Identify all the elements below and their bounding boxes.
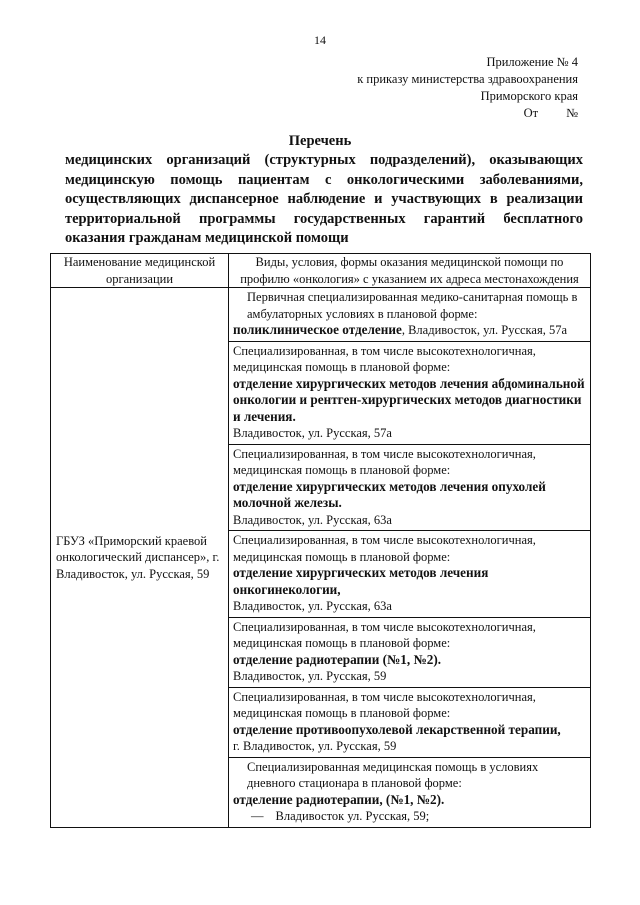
organizations-table <box>50 253 591 828</box>
appendix-line-2: к приказу министерства здравоохранения <box>357 72 578 86</box>
service-type: Специализированная, в том числе высокотехнологичная, медицинская помощь в плановой форме: <box>233 689 536 720</box>
service-type: Специализированная, в том числе высокотехнологичная, медицинская помощь в плановой форме: <box>233 619 536 650</box>
appendix-number-label: № <box>566 106 578 120</box>
service-unit: поликлиническое отделение <box>233 322 402 337</box>
service-unit: отделение хирургических методов лечения абдоминальной онкологии и рентген-хирургических методов диагностики и лечения. <box>233 375 585 424</box>
service-address: Владивосток, ул. Русская, 63а <box>233 599 392 613</box>
service-address: , Владивосток, ул. Русская, 57а <box>401 323 568 337</box>
service-cell <box>229 288 591 342</box>
service-type: Специализированная медицинская помощь в условиях дневного стационара в плановой форме: <box>247 759 539 790</box>
service-type: Специализированная, в том числе высокотехнологичная, медицинская помощь в плановой форме: <box>233 533 536 564</box>
service-address-line <box>233 808 586 825</box>
service-cell <box>229 757 591 827</box>
appendix-date-line <box>524 105 578 122</box>
appendix-date-label: От <box>523 106 539 120</box>
appendix-line-1: Приложение № 4 <box>486 55 578 69</box>
header-organization: Наименование медицинской организации <box>51 254 229 288</box>
table-header-row <box>51 254 591 288</box>
page-number: 14 <box>314 33 326 47</box>
organization-cell: ГБУЗ «Приморский краевой онкологический диспансер», г. Владивосток, ул. Русская, 59 <box>51 288 229 828</box>
service-unit: отделение противоопухолевой лекарственной терапии, <box>233 721 561 737</box>
service-type: Специализированная, в том числе высокотехнологичная, медицинская помощь в плановой форме: <box>233 343 536 374</box>
service-cell <box>229 617 591 687</box>
service-unit: отделение радиотерапии, (№1, №2). <box>233 791 445 807</box>
service-unit: отделение радиотерапии (№1, №2). <box>233 651 442 667</box>
service-address: Владивосток ул. Русская, 59; <box>275 809 430 823</box>
appendix-line-3: Приморского края <box>480 89 578 103</box>
service-unit: отделение хирургических методов лечения опухолей молочной железы. <box>233 478 546 510</box>
service-type: Первичная специализированная медико-санитарная помощь в амбулаторных условиях в плановой форме: <box>247 290 578 321</box>
dash-mark: — <box>251 809 264 823</box>
service-cell <box>229 341 591 444</box>
service-address: Владивосток, ул. Русская, 57а <box>233 426 392 440</box>
service-cell <box>229 444 591 531</box>
service-unit: отделение хирургических методов лечения онкогинекологии, <box>233 565 489 597</box>
service-cell <box>229 531 591 618</box>
service-type: Специализированная, в том числе высокотехнологичная, медицинская помощь в плановой форме: <box>233 446 536 477</box>
service-address: Владивосток, ул. Русская, 59 <box>233 669 387 683</box>
document-title: Перечень <box>288 133 352 149</box>
document-subtitle: медицинских организаций (структурных подразделений), оказывающих медицинскую помощь пациентам с онкологическими заболеваниями, осуществляющих диспансерное наблюдение и участвующих в реализации территориальной программы государственных гарантий бесплатного оказания гражданам медицинской помощи <box>65 152 583 246</box>
service-cell <box>229 687 591 757</box>
service-address: Владивосток, ул. Русская, 63а <box>233 512 392 527</box>
header-services: Виды, условия, формы оказания медицинской помощи по профилю «онкология» с указанием их адреса местонахождения <box>229 254 591 288</box>
appendix-header <box>357 54 578 122</box>
service-address: г. Владивосток, ул. Русская, 59 <box>233 739 397 753</box>
table-row <box>51 288 591 342</box>
